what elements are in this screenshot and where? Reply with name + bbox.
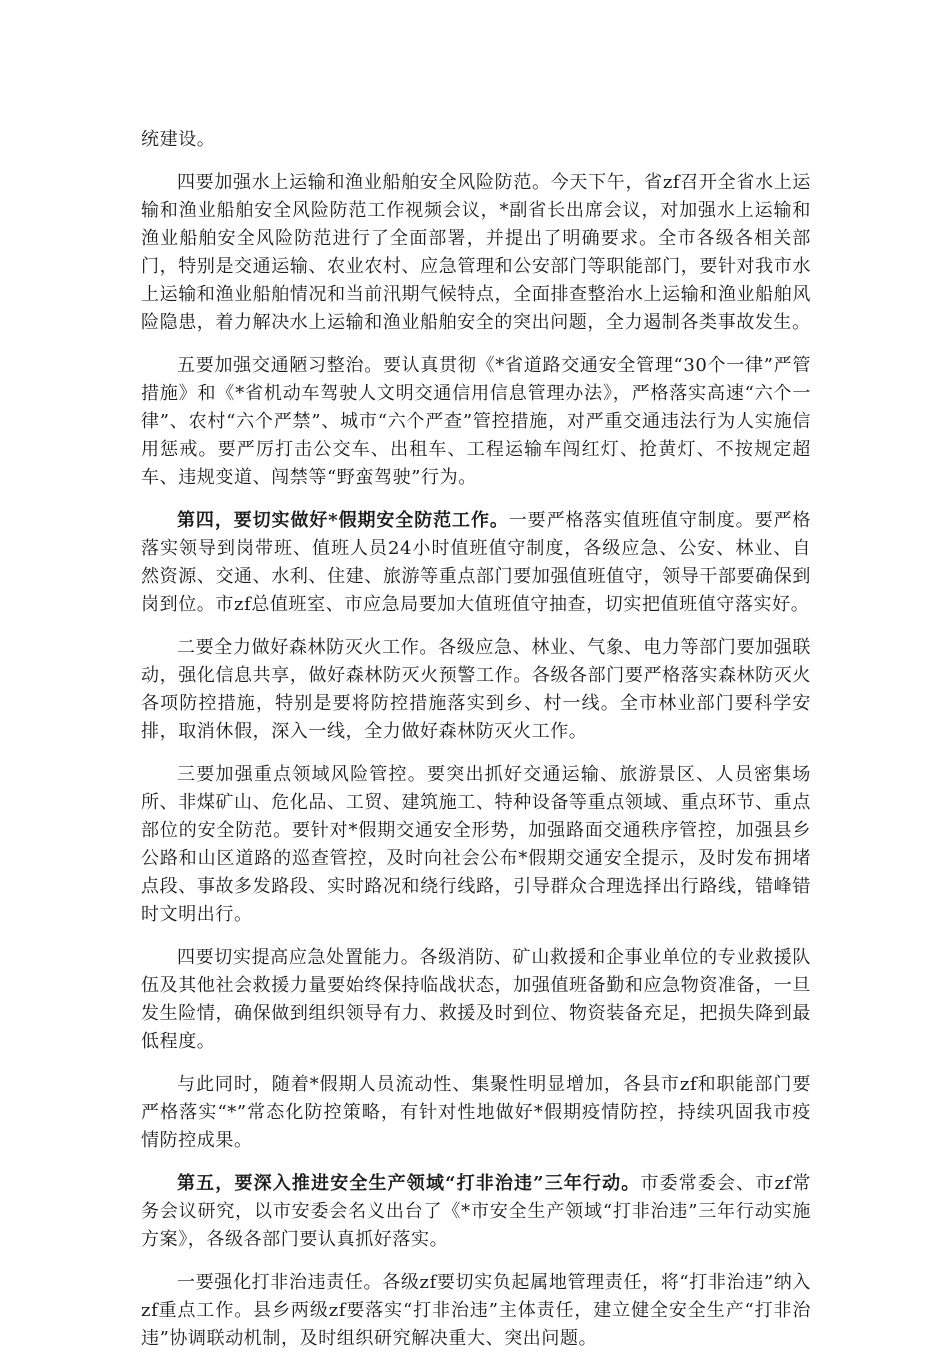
paragraph-6: [141, 761, 811, 929]
paragraph-8: [141, 1071, 811, 1155]
paragraph-7: [141, 944, 811, 1056]
paragraph-3-text: 五要加强交通陋习整治。要认真贯彻《*省道路交通安全管理“30个一律”严管措施》和《*省机动车驾驶人文明交通信用信息管理办法》，严格落实高速“六个一律”、农村“六个严禁”、城市“六个严查”管控措施，对严重交通违法行为人实施信用惩戒。要严厉打击公交车、出租车、工程运输车闯红灯、抢黄灯、不按规定超车、违规变道、闯禁等“野蛮驾驶”行为。: [141, 355, 811, 488]
paragraph-7-text: 四要切实提高应急处置能力。各级消防、矿山救援和企事业单位的专业救援队伍及其他社会救援力量要始终保持临战状态，加强值班备勤和应急物资准备，一旦发生险情，确保做到组织领导有力、救援及时到位、物资装备充足，把损失降到最低程度。: [141, 947, 811, 1052]
paragraph-9-text: 市委常委会、市zf常务会议研究，以市安委会名义出台了《*市安全生产领域“打非治违”三年行动实施方案》，各级各部门要认真抓好落实。: [141, 1173, 811, 1250]
paragraph-2: [141, 169, 811, 337]
paragraph-1: [141, 126, 811, 154]
paragraph-9-lead: 第五，要深入推进安全生产领域“打非治违”三年行动。: [177, 1173, 641, 1194]
paragraph-4: [141, 507, 811, 619]
document-body: [141, 126, 811, 1368]
paragraph-9: [141, 1170, 811, 1254]
paragraph-5: [141, 634, 811, 746]
paragraph-5-text: 二要全力做好森林防灭火工作。各级应急、林业、气象、电力等部门要加强联动，强化信息共享，做好森林防灭火预警工作。各级各部门要严格落实森林防灭火各项防控措施，特别是要将防控措施落实到乡、村一线。全市林业部门要科学安排，取消休假，深入一线，全力做好森林防灭火工作。: [141, 637, 811, 742]
paragraph-10: [141, 1269, 811, 1353]
paragraph-4-text: 一要严格落实值班值守制度。要严格落实领导到岗带班、值班人员24小时值班值守制度，各级应急、公安、林业、自然资源、交通、水利、住建、旅游等重点部门要加强值班值守，领导干部要确保到岗到位。市zf总值班室、市应急局要加大值班值守抽查，切实把值班值守落实好。: [141, 510, 811, 615]
paragraph-8-text: 与此同时，随着*假期人员流动性、集聚性明显增加，各县市zf和职能部门要严格落实“*”常态化防控策略，有针对性地做好*假期疫情防控，持续巩固我市疫情防控成果。: [141, 1074, 811, 1151]
paragraph-10-text: 一要强化打非治违责任。各级zf要切实负起属地管理责任，将“打非治违”纳入zf重点工作。县乡两级zf要落实“打非治违”主体责任，建立健全安全生产“打非治违”协调联动机制，及时组织研究解决重大、突出问题。: [141, 1272, 811, 1349]
paragraph-3: [141, 352, 811, 492]
paragraph-2-text: 四要加强水上运输和渔业船舶安全风险防范。今天下午，省zf召开全省水上运输和渔业船舶安全风险防范工作视频会议，*副省长出席会议，对加强水上运输和渔业船舶安全风险防范进行了全面部署，并提出了明确要求。全市各级各相关部门，特别是交通运输、农业农村、应急管理和公安部门等职能部门，要针对我市水上运输和渔业船舶情况和当前汛期气候特点，全面排查整治水上运输和渔业船舶风险隐患，着力解决水上运输和渔业船舶安全的突出问题，全力遏制各类事故发生。: [141, 172, 811, 333]
paragraph-6-text: 三要加强重点领域风险管控。要突出抓好交通运输、旅游景区、人员密集场所、非煤矿山、危化品、工贸、建筑施工、特种设备等重点领域、重点环节、重点部位的安全防范。要针对*假期交通安全形势，加强路面交通秩序管控，加强县乡公路和山区道路的巡查管控，及时向社会公布*假期交通安全提示，及时发布拥堵点段、事故多发路段、实时路况和绕行线路，引导群众合理选择出行路线，错峰错时文明出行。: [141, 764, 811, 925]
paragraph-1-text: 统建设。: [141, 129, 216, 150]
paragraph-4-lead: 第四，要切实做好*假期安全防范工作。: [177, 510, 509, 531]
